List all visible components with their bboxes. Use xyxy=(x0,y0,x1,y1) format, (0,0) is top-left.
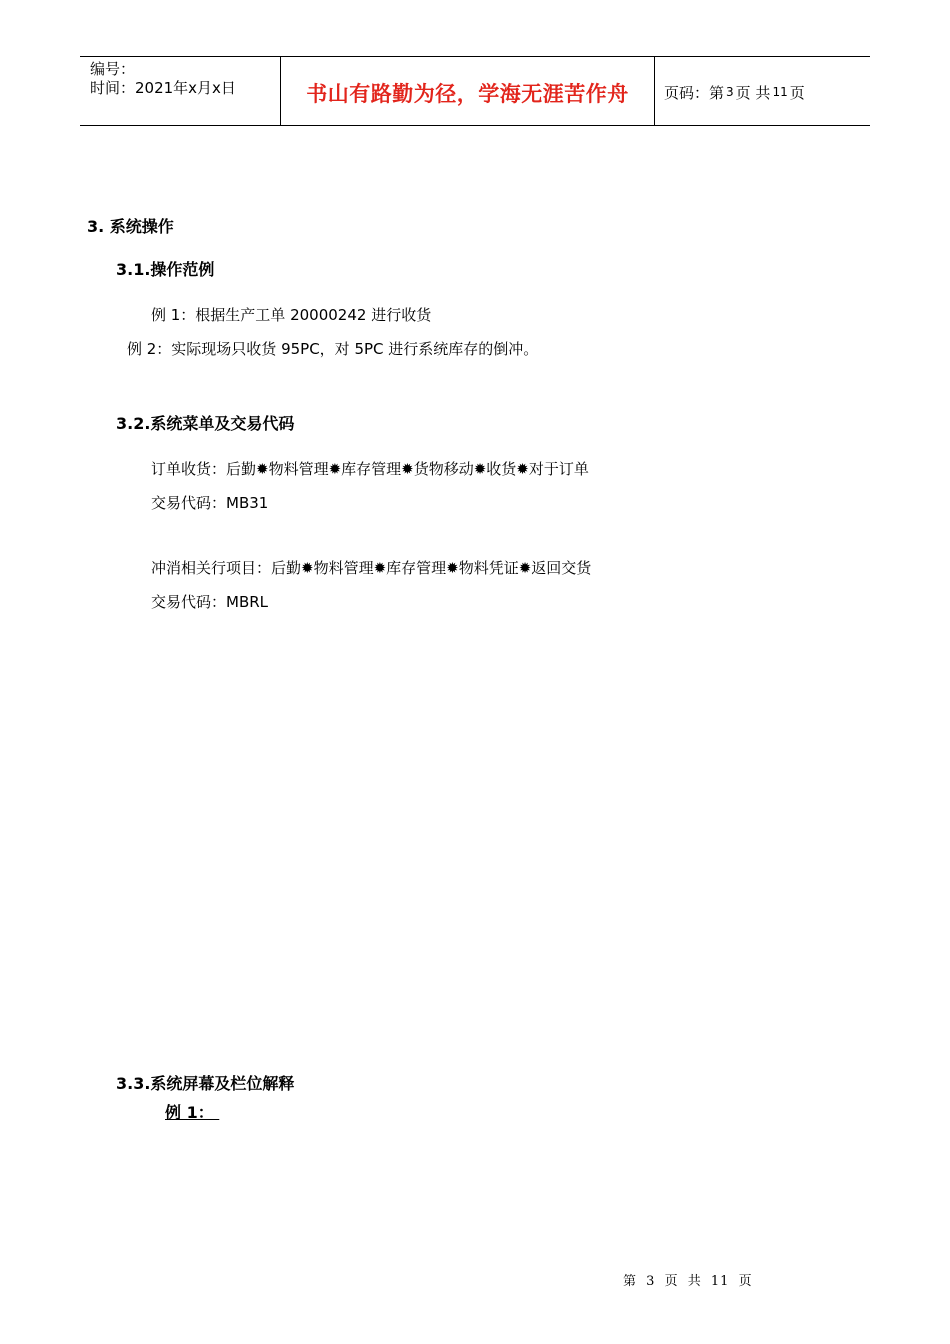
page-prefix: 页码：第 xyxy=(664,83,725,102)
page-current: 3 xyxy=(726,85,734,99)
footer-word-1: 第 xyxy=(623,1274,638,1289)
header-motto: 书山有路勤为径，学海无涯苦作舟 xyxy=(281,57,655,125)
section-title: 3. 系统操作 xyxy=(87,217,174,236)
transaction-code-mb31: 交易代码：MB31 xyxy=(151,494,269,512)
example-1-text: 例 1：根据生产工单 20000242 进行收货 xyxy=(151,306,432,324)
footer-word-3: 共 xyxy=(687,1274,702,1289)
page-footer xyxy=(621,1270,755,1289)
header-page-info xyxy=(655,57,870,125)
page-mid: 页 共 xyxy=(735,83,771,102)
document-time-label: 时间：2021年x月x日 xyxy=(90,79,236,97)
subsection-3-1-title: 3.1.操作范例 xyxy=(116,260,215,279)
footer-current-page: 3 xyxy=(646,1274,656,1289)
footer-word-2: 页 xyxy=(664,1274,679,1289)
menu-path-reversal: 冲消相关行项目：后勤✹物料管理✹库存管理✹物料凭证✹返回交货 xyxy=(151,559,592,577)
page-suffix: 页 xyxy=(789,83,805,102)
example-1-label: 例 1： xyxy=(165,1103,220,1122)
transaction-code-mbrl: 交易代码：MBRL xyxy=(151,593,269,611)
document-number-label: 编号： xyxy=(90,60,136,78)
page-header xyxy=(80,56,870,126)
menu-path-order-receipt: 订单收货：后勤✹物料管理✹库存管理✹货物移动✹收货✹对于订单 xyxy=(151,460,589,478)
subsection-3-3-title: 3.3.系统屏幕及栏位解释 xyxy=(116,1074,295,1093)
subsection-3-2-title: 3.2.系统菜单及交易代码 xyxy=(116,414,295,433)
example-2-text: 例 2：实际现场只收货 95PC，对 5PC 进行系统库存的倒冲。 xyxy=(127,340,539,358)
page-total: 11 xyxy=(772,85,788,99)
footer-word-4: 页 xyxy=(738,1274,753,1289)
footer-total-pages: 11 xyxy=(710,1274,730,1289)
header-meta-cell xyxy=(80,57,281,125)
